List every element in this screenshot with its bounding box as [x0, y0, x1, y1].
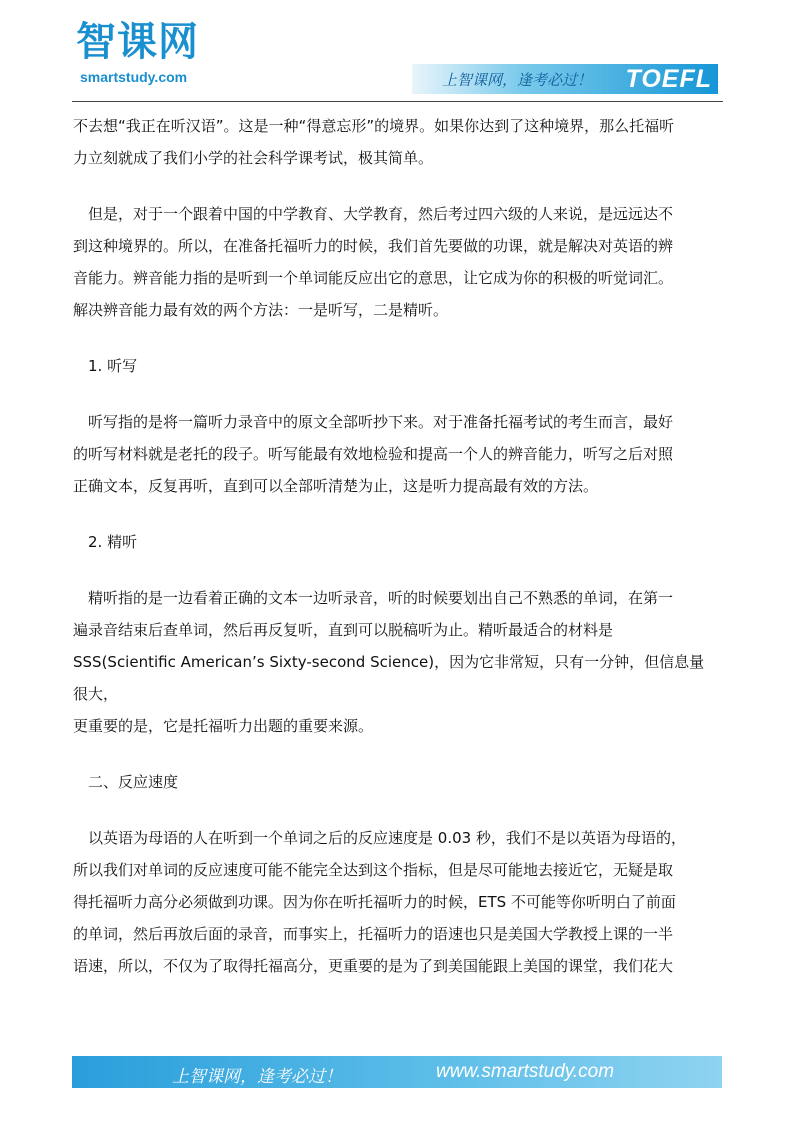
page-footer	[72, 1056, 722, 1088]
document-body	[73, 110, 718, 982]
footer-slogan: 上智课网，逢考必过！	[172, 1067, 342, 1087]
header-banner	[412, 64, 718, 94]
header-divider	[72, 101, 723, 102]
page-header	[0, 0, 794, 104]
footer-url[interactable]: www.smartstudy.com	[436, 1061, 615, 1082]
logo-english: smartstudy.com	[80, 69, 188, 85]
section-heading: 二、反应速度	[73, 773, 179, 791]
paragraph: 听写指的是将一篇听力录音中的原文全部听抄下来。对于准备托福考试的考生而言，最好 的听写材料就是老托的段子。听写能最有效地检验和提高一个人的辨音能力，听写之后对照 正确文本，反复再听，直到可以全部听清楚为止，这是听力提高最有效的方法。	[73, 413, 674, 495]
section-heading: 1. 听写	[73, 357, 138, 375]
paragraph: 不去想“我正在听汉语”。这是一种“得意忘形”的境界。如果你达到了这种境界，那么托福听 力立刻就成了我们小学的社会科学课考试，极其简单。	[73, 117, 675, 167]
paragraph: 以英语为母语的人在听到一个单词之后的反应速度是 0.03 秒，我们不是以英语为母语的， 所以我们对单词的反应速度可能不能完全达到这个指标，但是尽可能地去接近它，无疑是取 得托福听力高分必须做到功课。因为你在听托福听力的时候，ETS 不可能等你听明白了前面 的单词，然后再放后面的录音，而事实上，托福听力的语速也只是美国大学教授上课的一半 语速，所以，不仅为了取得托福高分，更重要的是为了到美国能跟上美国的课堂，我们花大	[73, 829, 686, 975]
header-slogan: 上智课网，逢考必过！	[442, 71, 593, 89]
exam-label: TOEFL	[625, 65, 712, 93]
section-heading: 2. 精听	[73, 533, 138, 551]
paragraph: 精听指的是一边看着正确的文本一边听录音，听的时候要划出自己不熟悉的单词，在第一 遍录音结束后查单词，然后再反复听，直到可以脱稿听为止。精听最适合的材料是 SSS(Scientific American’s Sixty-second Science)，因为它非常短，只有一分钟，但信息量很大， 更重要的是，它是托福听力出题的重要来源。	[73, 589, 705, 735]
logo-chinese: 智课网	[76, 19, 199, 65]
paragraph: 但是，对于一个跟着中国的中学教育、大学教育，然后考过四六级的人来说，是远远达不 到这种境界的。所以，在准备托福听力的时候，我们首先要做的功课，就是解决对英语的辨 音能力。辨音能力指的是听到一个单词能反应出它的意思，让它成为你的积极的听觉词汇。 解决辨音能力最有效的两个方法：一是听写，二是精听。	[73, 205, 674, 319]
